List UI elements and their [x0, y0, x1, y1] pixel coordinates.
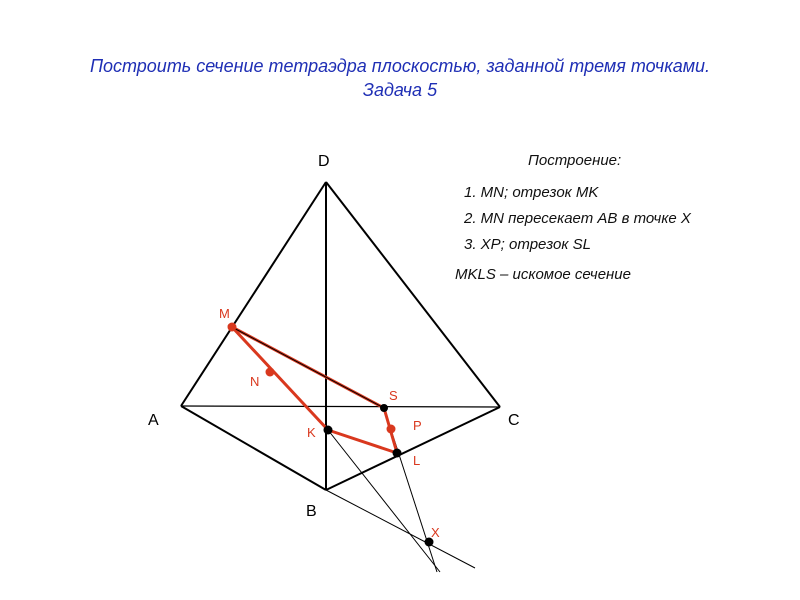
label-L: L: [413, 453, 421, 468]
edge-AB: [181, 406, 326, 490]
segment-KL: [328, 430, 397, 453]
problem-title: Построить сечение тетраэдра плоскостью, заданной тремя точками.: [89, 56, 711, 76]
problem-number: Задача 5: [362, 80, 438, 100]
label-M: M: [219, 306, 230, 321]
point-K: [324, 426, 333, 435]
label-A: A: [148, 412, 159, 429]
construction-step-3: 3. XP; отрезок SL: [464, 236, 591, 253]
label-K: K: [307, 425, 316, 440]
point-M: [228, 323, 237, 332]
construction-heading: Построение:: [528, 152, 622, 169]
edge-AC: [181, 406, 500, 407]
label-S: S: [389, 388, 398, 403]
label-D: D: [318, 153, 330, 170]
point-S: [380, 404, 388, 412]
tetrahedron-edges: [181, 182, 500, 490]
label-B: B: [306, 503, 317, 520]
auxiliary-lines: [326, 408, 475, 572]
line-AB-extension: [326, 490, 475, 568]
label-X: X: [431, 525, 440, 540]
segment-MK: [232, 327, 328, 430]
edge-AD: [181, 182, 326, 406]
point-N: [266, 368, 275, 377]
edge-DC: [326, 182, 500, 407]
point-L: [393, 449, 402, 458]
line-MS-thin: [228, 325, 384, 408]
construction-step-1: 1. MN; отрезок MK: [464, 184, 599, 201]
line-MN-extension: [328, 430, 440, 572]
construction-step-2: 2. MN пересекает AB в точке X: [464, 210, 691, 227]
point-P: [387, 425, 396, 434]
construction-result: MKLS – искомое сечение: [455, 266, 631, 283]
label-C: C: [508, 412, 520, 429]
label-N: N: [250, 374, 260, 389]
label-P: P: [413, 418, 422, 433]
